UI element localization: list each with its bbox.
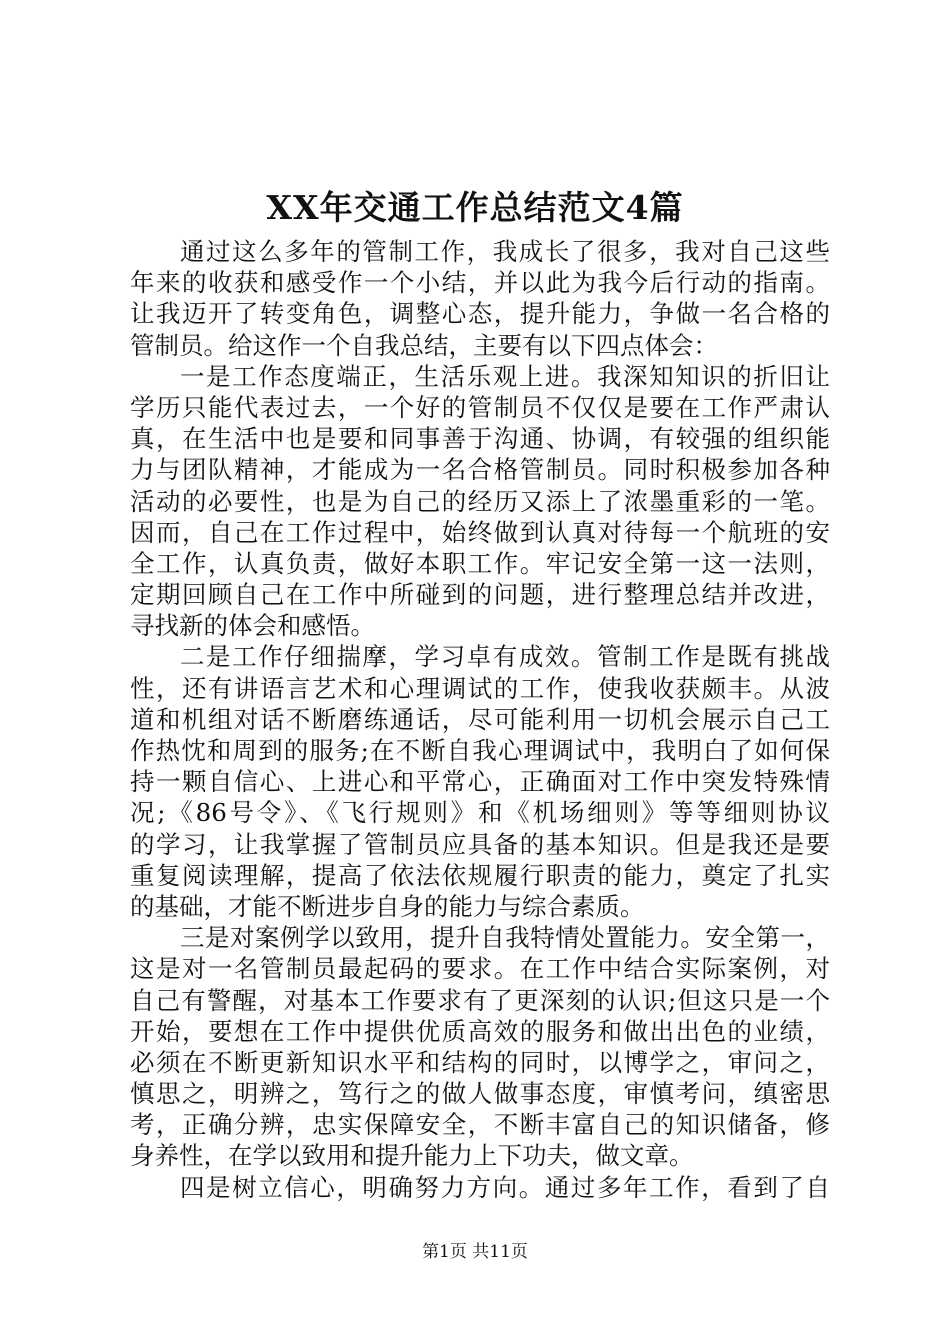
page-footer: 第1页 共11页 (422, 1242, 528, 1262)
text-line: 持一颗自信心、上进心和平常心，正确面对工作中突发特殊情 (130, 767, 830, 797)
text-line: 性，还有讲语言艺术和心理调试的工作，使我收获颇丰。从波 (130, 673, 830, 703)
text-line: 四是树立信心，明确努力方向。通过多年工作，看到了自 (180, 1172, 830, 1202)
text-line: 活动的必要性，也是为自己的经历又添上了浓墨重彩的一笔。 (130, 486, 830, 516)
text-line: 开始，要想在工作中提供优质高效的服务和做出出色的业绩， (130, 1016, 830, 1046)
text-line: 全工作，认真负责，做好本职工作。牢记安全第一这一法则， (130, 548, 830, 578)
text-line: 一是工作态度端正，生活乐观上进。我深知知识的折旧让 (180, 361, 830, 391)
text-line: 道和机组对话不断磨练通话，尽可能利用一切机会展示自己工 (130, 704, 830, 734)
text-line: 必须在不断更新知识水平和结构的同时，以博学之，审问之， (130, 1047, 830, 1077)
text-line: 寻找新的体会和感悟。 (130, 611, 375, 641)
text-line: 年来的收获和感受作一个小结，并以此为我今后行动的指南。 (130, 268, 830, 298)
text-line: 慎思之，明辨之，笃行之的做人做事态度，审慎考问，缜密思 (130, 1079, 830, 1109)
text-line: 考，正确分辨，忠实保障安全，不断丰富自己的知识储备，修 (130, 1110, 830, 1140)
text-line: 作热忱和周到的服务;在不断自我心理调试中，我明白了如何保 (130, 736, 830, 765)
text-line: 让我迈开了转变角色，调整心态，提升能力，争做一名合格的 (130, 299, 830, 329)
text-line: 这是对一名管制员最起码的要求。在工作中结合实际案例，对 (130, 954, 830, 984)
text-line: 身养性，在学以致用和提升能力上下功夫，做文章。 (130, 1141, 694, 1171)
text-line: 学历只能代表过去，一个好的管制员不仅仅是要在工作严肃认 (130, 392, 830, 422)
text-line: 力与团队精神，才能成为一名合格管制员。同时积极参加各种 (130, 455, 830, 485)
text-line: 重复阅读理解，提高了依法依规履行职责的能力，奠定了扎实 (130, 860, 830, 890)
text-line: 管制员。给这作一个自我总结，主要有以下四点体会： (130, 330, 718, 360)
text-line: 自己有警醒，对基本工作要求有了更深刻的认识;但这只是一个 (130, 985, 830, 1015)
text-line: 二是工作仔细揣摩，学习卓有成效。管制工作是既有挑战 (180, 642, 830, 672)
text-line: 定期回顾自己在工作中所碰到的问题，进行整理总结并改进， (130, 580, 830, 610)
text-line: 三是对案例学以致用，提升自我特情处置能力。安全第一， (180, 923, 830, 953)
text-line: 的基础，才能不断进步自身的能力与综合素质。 (130, 891, 645, 921)
text-line: 因而，自己在工作过程中，始终做到认真对待每一个航班的安 (130, 517, 830, 547)
text-line: 的学习，让我掌握了管制员应具备的基本知识。但是我还是要 (130, 829, 830, 859)
document-body (130, 236, 830, 1203)
text-line: 通过这么多年的管制工作，我成长了很多，我对自己这些 (180, 237, 830, 266)
text-line: 真，在生活中也是要和同事善于沟通、协调，有较强的组织能 (130, 424, 830, 454)
text-line: 况;《86号令》、《飞行规则》和《机场细则》等等细则协议 (130, 798, 830, 828)
document-title: XX年交通工作总结范文4篇 (266, 188, 684, 227)
